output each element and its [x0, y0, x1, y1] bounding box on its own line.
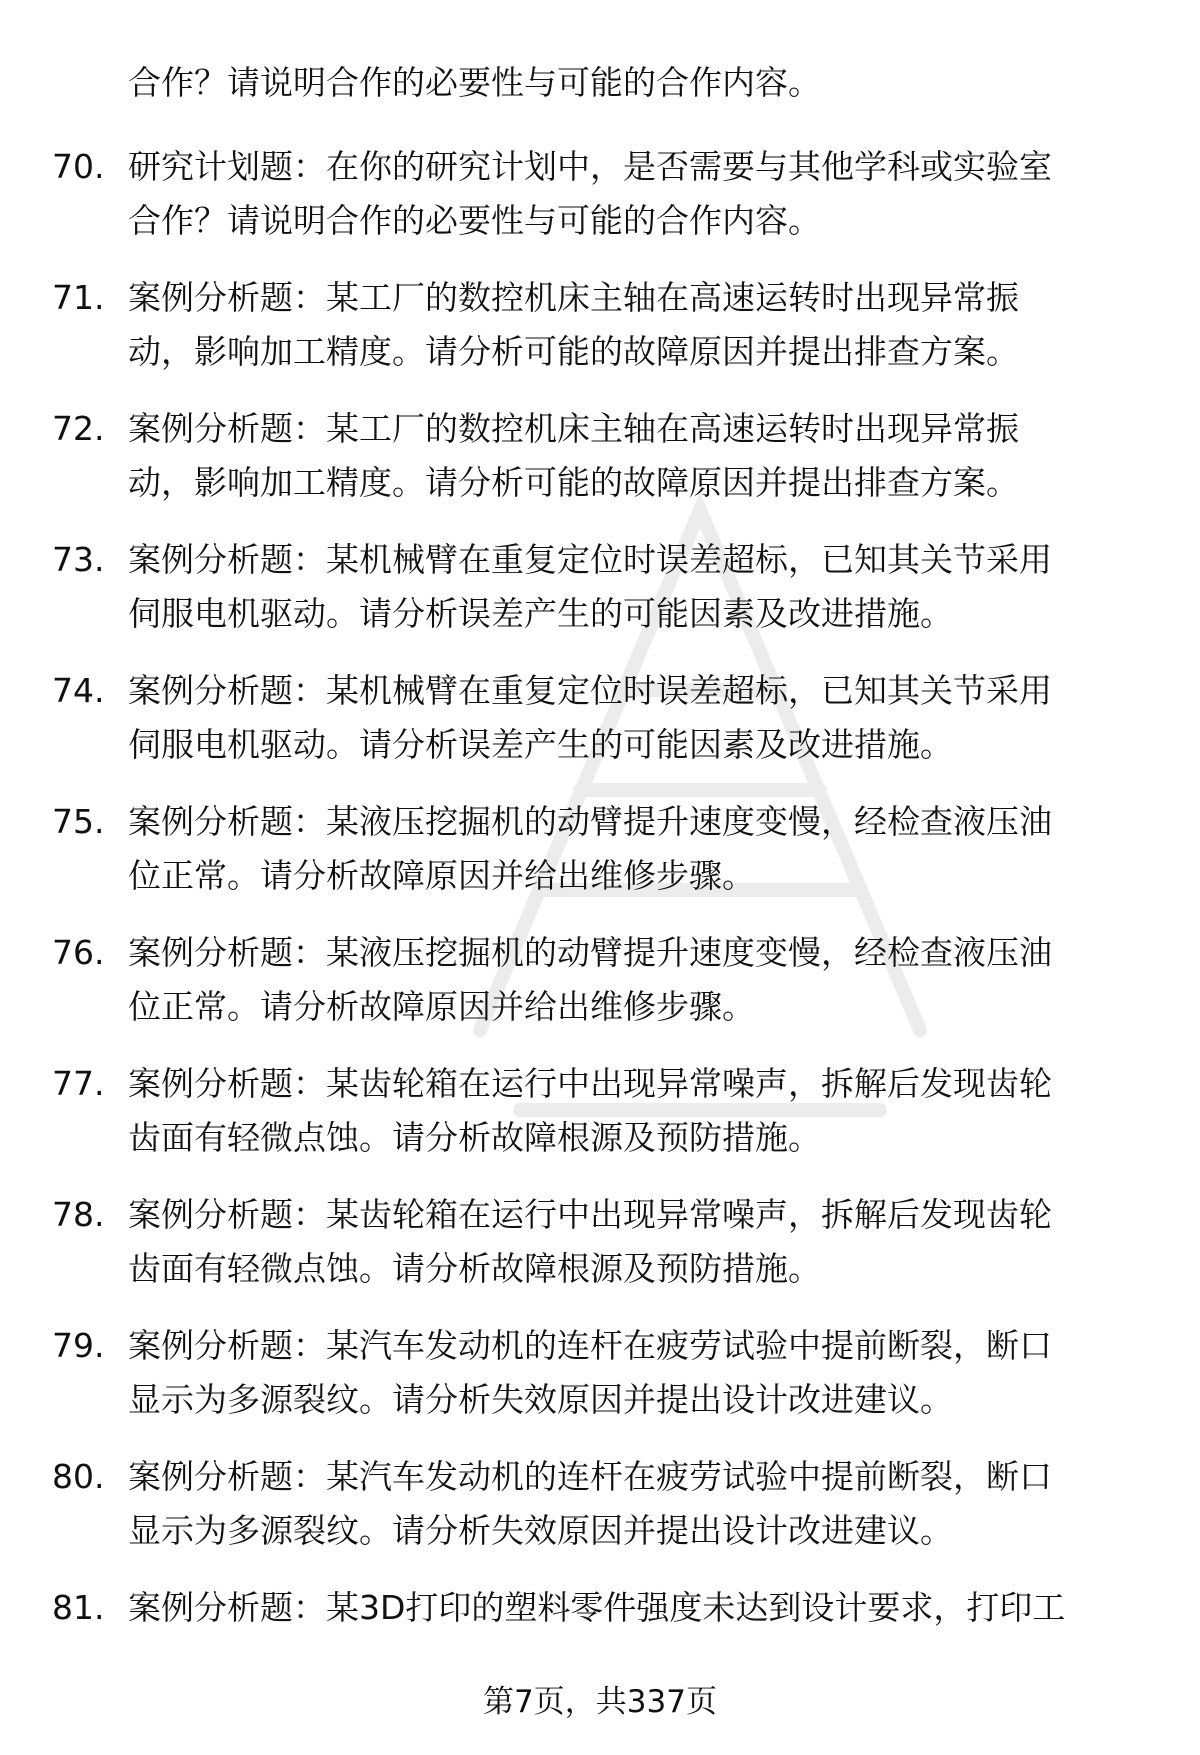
- question-item-77: [0, 1057, 1200, 1188]
- question-line: 齿面有轻微点蚀。请分析故障根源及预防措施。: [128, 1249, 821, 1288]
- question-line: 伺服电机驱动。请分析误差产生的可能因素及改进措施。: [128, 594, 953, 633]
- question-line: 案例分析题：某机械臂在重复定位时误差超标，已知其关节采用: [128, 540, 1052, 579]
- question-line: 位正常。请分析故障原因并给出维修步骤。: [128, 987, 755, 1026]
- question-line: 显示为多源裂纹。请分析失效原因并提出设计改进建议。: [128, 1511, 953, 1550]
- question-item-78: [0, 1188, 1200, 1319]
- question-item-76: [0, 926, 1200, 1057]
- question-text: [128, 1188, 1148, 1296]
- question-text: [128, 795, 1148, 903]
- continuation-text: 合作？请说明合作的必要性与可能的合作内容。: [128, 63, 821, 102]
- question-number: 73.: [52, 540, 105, 579]
- question-text: [128, 926, 1148, 1034]
- question-line: 动，影响加工精度。请分析可能的故障原因并提出排查方案。: [128, 463, 1019, 502]
- question-line: 动，影响加工精度。请分析可能的故障原因并提出排查方案。: [128, 332, 1019, 371]
- question-text: [128, 1057, 1148, 1165]
- page-footer: 第7页，共337页: [483, 1684, 717, 1720]
- question-line: 案例分析题：某工厂的数控机床主轴在高速运转时出现异常振: [128, 278, 1019, 317]
- question-item-80: [0, 1450, 1200, 1581]
- question-number: 81.: [52, 1588, 105, 1627]
- question-line: 案例分析题：某齿轮箱在运行中出现异常噪声，拆解后发现齿轮: [128, 1064, 1052, 1103]
- question-line: 案例分析题：某汽车发动机的连杆在疲劳试验中提前断裂，断口: [128, 1326, 1052, 1365]
- question-item-75: [0, 795, 1200, 926]
- question-line: 案例分析题：某汽车发动机的连杆在疲劳试验中提前断裂，断口: [128, 1457, 1052, 1496]
- question-item-74: [0, 664, 1200, 795]
- question-text: [128, 271, 1148, 379]
- question-number: 79.: [52, 1326, 105, 1365]
- question-text: [128, 402, 1148, 510]
- question-line: 伺服电机驱动。请分析误差产生的可能因素及改进措施。: [128, 725, 953, 764]
- question-list: [0, 140, 1200, 1712]
- question-number: 72.: [52, 409, 105, 448]
- question-line: 案例分析题：某液压挖掘机的动臂提升速度变慢，经检查液压油: [128, 933, 1052, 972]
- question-text: [128, 1581, 1148, 1635]
- question-item-70: [0, 140, 1200, 271]
- question-number: 78.: [52, 1195, 105, 1234]
- question-number: 70.: [52, 147, 105, 186]
- question-number: 76.: [52, 933, 105, 972]
- question-number: 74.: [52, 671, 105, 710]
- question-number: 80.: [52, 1457, 105, 1496]
- question-item-79: [0, 1319, 1200, 1450]
- question-line: 案例分析题：某3D打印的塑料零件强度未达到设计要求，打印工: [128, 1588, 1066, 1627]
- question-line: 案例分析题：某机械臂在重复定位时误差超标，已知其关节采用: [128, 671, 1052, 710]
- question-line: 研究计划题：在你的研究计划中，是否需要与其他学科或实验室: [128, 147, 1052, 186]
- question-line: 合作？请说明合作的必要性与可能的合作内容。: [128, 201, 821, 240]
- question-text: [128, 664, 1148, 772]
- question-line: 案例分析题：某液压挖掘机的动臂提升速度变慢，经检查液压油: [128, 802, 1052, 841]
- question-line: 案例分析题：某工厂的数控机床主轴在高速运转时出现异常振: [128, 409, 1019, 448]
- question-text: [128, 533, 1148, 641]
- question-text: [128, 1450, 1148, 1558]
- question-text: [128, 1319, 1148, 1427]
- question-text: [128, 140, 1148, 248]
- question-number: 77.: [52, 1064, 105, 1103]
- question-item-72: [0, 402, 1200, 533]
- question-line: 齿面有轻微点蚀。请分析故障根源及预防措施。: [128, 1118, 821, 1157]
- question-item-73: [0, 533, 1200, 664]
- question-number: 71.: [52, 278, 105, 317]
- question-item-71: [0, 271, 1200, 402]
- question-line: 位正常。请分析故障原因并给出维修步骤。: [128, 856, 755, 895]
- question-line: 显示为多源裂纹。请分析失效原因并提出设计改进建议。: [128, 1380, 953, 1419]
- question-number: 75.: [52, 802, 105, 841]
- question-line: 案例分析题：某齿轮箱在运行中出现异常噪声，拆解后发现齿轮: [128, 1195, 1052, 1234]
